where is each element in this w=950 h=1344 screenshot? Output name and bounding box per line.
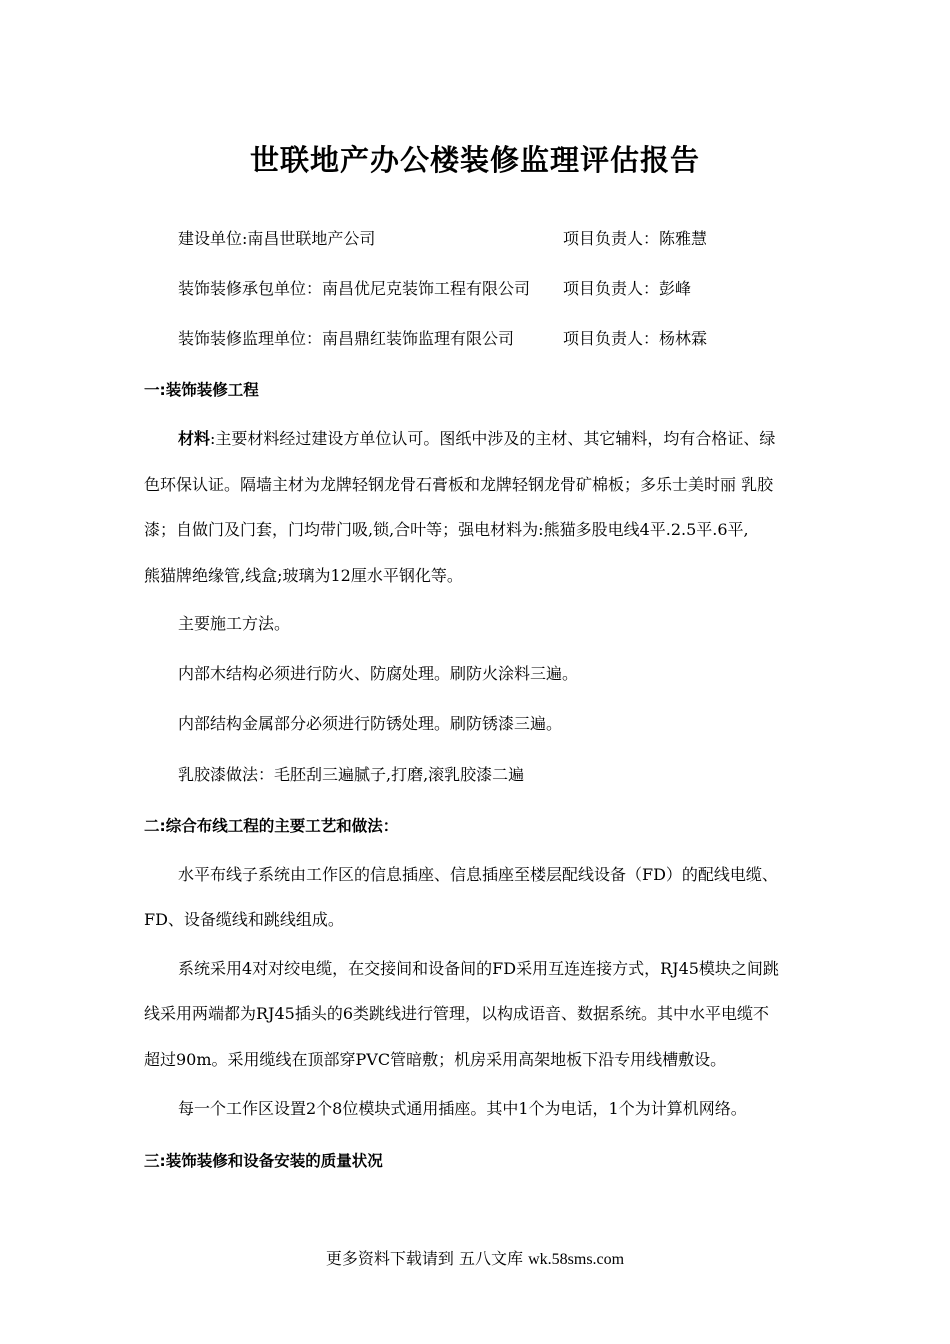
contractor-unit-manager: 项目负责人：彭峰: [563, 279, 692, 298]
footer-site-link[interactable]: wk.58sms.com: [528, 1251, 625, 1268]
method-latex: 乳胶漆做法：毛胚刮三遍腻子,打磨,滚乳胶漆二遍: [178, 765, 525, 784]
cabling-para2-line-1: 系统采用4对对绞电缆，在交接间和设备间的FD采用互连连接方式，RJ45模块之间跳: [178, 959, 779, 978]
footer-note: [0, 1246, 950, 1269]
construction-unit: 建设单位:南昌世联地产公司: [178, 229, 376, 248]
section-heading-2: 二:综合布线工程的主要工艺和做法：: [144, 817, 399, 835]
method-metal: 内部结构金属部分必须进行防锈处理。刷防锈漆三遍。: [178, 714, 563, 733]
cabling-para2-line-2: 线采用两端都为RJ45插头的6类跳线进行管理，以构成语音、数据系统。其中水平电缆不: [144, 1004, 770, 1023]
contractor-unit: 装饰装修承包单位：南昌优尼克装饰工程有限公司: [178, 279, 531, 298]
section-heading-3: 三:装饰装修和设备安装的质量状况: [144, 1152, 383, 1170]
supervision-unit-manager: 项目负责人：杨林霖: [563, 329, 708, 348]
materials-line-3: 漆；自做门及门套，门均带门吸,锁,合叶等；强电材料为:熊猫多股电线4平.2.5平.6平,: [144, 520, 749, 539]
section-heading-1: 一:装饰装修工程: [144, 381, 259, 399]
supervision-unit: 装饰装修监理单位：南昌鼎红装饰监理有限公司: [178, 329, 515, 348]
cabling-para3: 每一个工作区设置2个8位模块式通用插座。其中1个为电话，1个为计算机网络。: [178, 1099, 747, 1118]
construction-unit-manager: 项目负责人：陈雅慧: [563, 229, 708, 248]
materials-label: 材料: [178, 429, 211, 448]
cabling-para1-line-1: 水平布线子系统由工作区的信息插座、信息插座至楼层配线设备（FD）的配线电缆、: [178, 865, 778, 884]
method-wood: 内部木结构必须进行防火、防腐处理。刷防火涂料三遍。: [178, 664, 579, 683]
footer-text: 更多资料下载请到 五八文库: [325, 1249, 529, 1268]
materials-line-2: 色环保认证。隔墙主材为龙牌轻钢龙骨石膏板和龙牌轻钢龙骨矿棉板；多乐士美时丽 乳胶: [144, 475, 774, 494]
cabling-para1-line-2: FD、设备缆线和跳线组成。: [144, 910, 344, 929]
document-title: 世联地产办公楼装修监理评估报告: [249, 143, 700, 177]
materials-line-4: 熊猫牌绝缘管,线盒;玻璃为12厘水平钢化等。: [144, 566, 463, 585]
methods-title: 主要施工方法。: [178, 614, 291, 633]
materials-line-1: 材料:主要材料经过建设方单位认可。图纸中涉及的主材、其它辅料，均有合格证、绿: [178, 429, 776, 448]
cabling-para2-line-3: 超过90m。采用缆线在顶部穿PVC管暗敷；机房采用高架地板下沿专用线槽敷设。: [144, 1050, 727, 1069]
